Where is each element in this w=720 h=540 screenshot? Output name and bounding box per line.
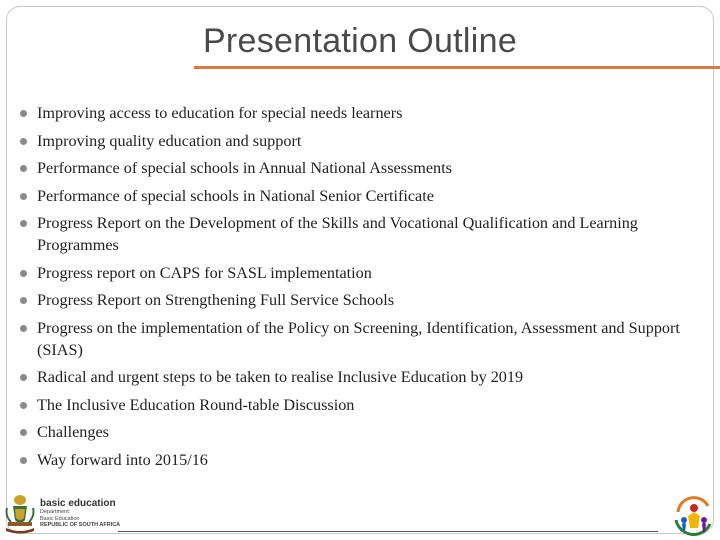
bullet-dot-icon <box>20 297 27 304</box>
bullet-dot-icon <box>20 138 27 145</box>
list-item <box>18 289 708 311</box>
logo-text <box>40 498 120 529</box>
department-logo <box>4 492 124 536</box>
list-item <box>18 262 708 284</box>
bullet-dot-icon <box>20 193 27 200</box>
anniversary-emblem-icon <box>672 490 716 538</box>
logo-subline: Basic Education <box>40 515 80 522</box>
list-item-text: Progress Report on the Development of the Skills and Vocational Qualification and Learning Programmes <box>37 214 638 254</box>
list-item <box>18 394 708 416</box>
list-item <box>18 366 708 388</box>
list-item <box>18 157 708 179</box>
bullet-dot-icon <box>20 457 27 464</box>
title-underline <box>194 66 720 69</box>
list-item <box>18 185 708 207</box>
list-item-text: Way forward into 2015/16 <box>37 450 208 469</box>
list-item-text: Performance of special schools in Annual National Assessments <box>37 159 452 177</box>
bullet-dot-icon <box>20 165 27 172</box>
bullet-dot-icon <box>20 110 27 117</box>
coat-of-arms-icon <box>4 492 36 534</box>
list-item <box>18 130 708 152</box>
list-item <box>18 212 708 256</box>
slide-title: Presentation Outline <box>202 22 518 60</box>
list-item <box>18 449 708 471</box>
list-item-text: Challenges <box>37 423 109 441</box>
bullet-list <box>18 102 708 476</box>
list-item-text: Progress report on CAPS for SASL implementation <box>37 263 372 282</box>
list-item-text: Performance of special schools in National Senior Certificate <box>37 186 434 205</box>
list-item-text: Progress Report on Strengthening Full Service Schools <box>37 291 394 309</box>
list-item <box>18 102 708 124</box>
footer-rule <box>118 531 658 532</box>
bullet-dot-icon <box>20 374 27 381</box>
list-item <box>18 421 708 443</box>
bullet-dot-icon <box>20 325 27 332</box>
bullet-dot-icon <box>20 402 27 409</box>
list-item-text: Improving access to education for special needs learners <box>37 104 403 122</box>
bullet-dot-icon <box>20 270 27 277</box>
logo-subline: Department: <box>40 509 71 515</box>
list-item-text: Improving quality education and support <box>37 131 302 150</box>
list-item-text: Progress on the implementation of the Policy on Screening, Identification, Assessment and Support (SIAS) <box>37 318 680 359</box>
list-item-text: The Inclusive Education Round-table Discussion <box>37 395 355 414</box>
list-item <box>18 317 708 361</box>
list-item-text: Radical and urgent steps to be taken to realise Inclusive Education by 2019 <box>37 368 524 386</box>
bullet-dot-icon <box>20 429 27 436</box>
logo-title: basic education <box>40 498 116 509</box>
logo-subline: REPUBLIC OF SOUTH AFRICA <box>40 522 121 528</box>
bullet-dot-icon <box>20 220 27 227</box>
